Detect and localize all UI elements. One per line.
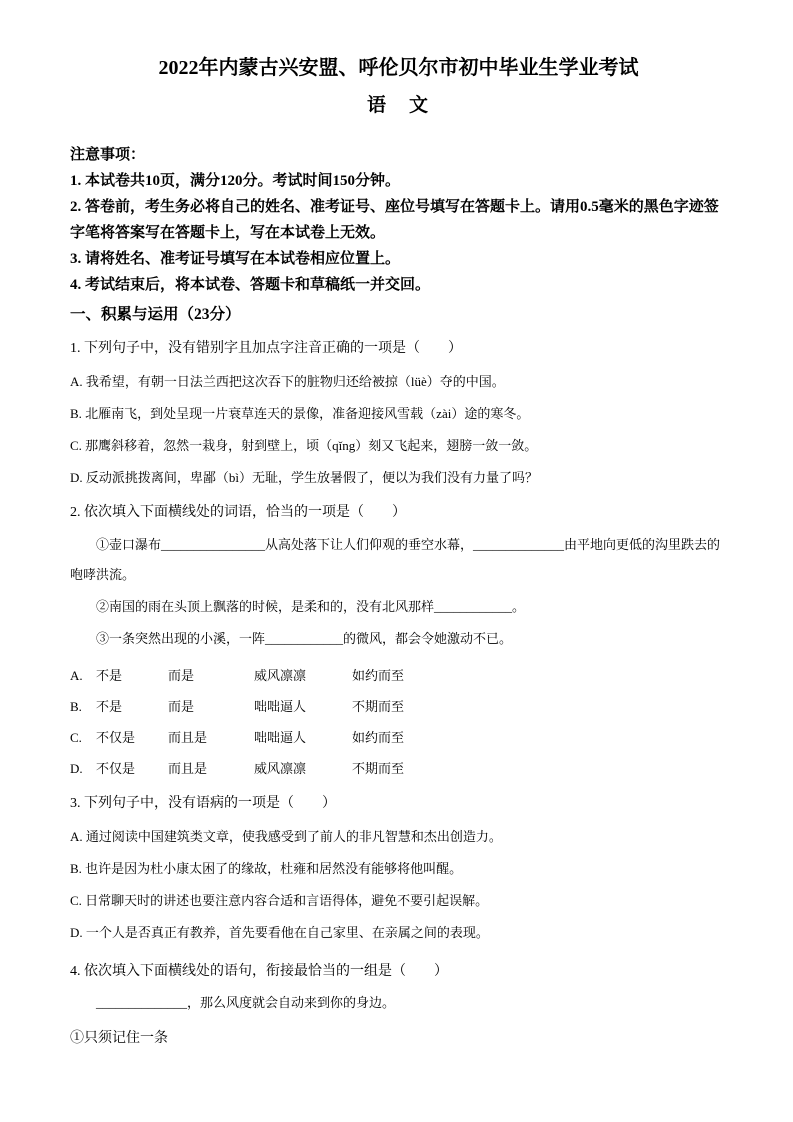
- option-word-2: 而且是: [168, 761, 208, 776]
- q3-option-a: A. 通过阅读中国建筑类文章，使我感受到了前人的非凡智慧和杰出创造力。: [70, 829, 502, 844]
- notice-item-1: 1. 本试卷共10页，满分120分。考试时间150分钟。: [70, 173, 401, 189]
- q3-option-b: B. 也许是因为杜小康太困了的缘故，杜雍和居然没有能够将他叫醒。: [70, 861, 463, 876]
- q2-option-d: [70, 759, 727, 779]
- notice-section: [70, 142, 727, 298]
- q3-stem: 3. 下列句子中，没有语病的一项是（ ）: [70, 796, 336, 811]
- option-word-4: 不期而至: [352, 761, 405, 776]
- q2-option-a: [70, 666, 727, 686]
- option-label: B.: [70, 699, 82, 714]
- option-word-2: 而是: [168, 668, 195, 683]
- q1-option-c: C. 那鹰斜移着，忽然一栽身，射到壁上，顷（qǐng）刻又飞起来，翅膀一敛一敛。: [70, 438, 538, 453]
- option-label: D.: [70, 761, 83, 776]
- notice-item-4: 4. 考试结束后，将本试卷、答题卡和草稿纸一并交回。: [70, 277, 431, 293]
- q2-option-c: [70, 728, 727, 748]
- q1-stem: 1. 下列句子中，没有错别字且加点字注音正确的一项是（ ）: [70, 341, 462, 356]
- option-label: C.: [70, 730, 82, 745]
- page-title: 2022年内蒙古兴安盟、呼伦贝尔市初中毕业生学业考试: [158, 57, 639, 79]
- q4-item-1: ①只须记住一条: [70, 1031, 168, 1046]
- question-1: [70, 338, 727, 488]
- q1-option-d: D. 反动派挑拨离间，卑鄙（bì）无耻，学生放暑假了，便以为我们没有力量了吗？: [70, 470, 539, 485]
- option-word-1: 不是: [96, 699, 123, 714]
- q2-item-3: ③一条突然出现的小溪，一阵____________的微风，都会令她激动不已。: [96, 631, 513, 646]
- question-3: [70, 793, 727, 943]
- option-word-4: 如约而至: [352, 668, 405, 683]
- option-word-1: 不是: [96, 668, 123, 683]
- question-2: [70, 502, 727, 779]
- q2-option-b: [70, 697, 727, 717]
- q3-option-c: C. 日常聊天时的讲述也要注意内容合适和言语得体，避免不要引起误解。: [70, 893, 489, 908]
- notice-item-2: 2. 答卷前，考生务必将自己的姓名、准考证号、座位号填写在答题卡上。请用0.5毫米的黑色字迹签字笔将答案写在答题卡上，写在本试卷上无效。: [70, 199, 719, 241]
- q4-blank-line: ______________，那么风度就会自动来到你的身边。: [96, 995, 396, 1010]
- option-word-1: 不仅是: [96, 761, 136, 776]
- option-label: A.: [70, 668, 83, 683]
- q2-item-1: ①壶口瀑布________________从高处落下让人们仰观的垂空水幕，______________由平地向更低的沟里跌去的咆哮洪流。: [70, 537, 721, 582]
- q2-item-2: ②南国的雨在头顶上飘落的时候，是柔和的，没有北风那样____________。: [96, 599, 526, 614]
- option-word-4: 如约而至: [352, 730, 405, 745]
- notice-item-3: 3. 请将姓名、准考证号填写在本试卷相应位置上。: [70, 251, 401, 267]
- section-heading: 一、积累与运用（23分）: [70, 306, 241, 323]
- option-word-3: 咄咄逼人: [254, 730, 307, 745]
- notice-heading: 注意事项：: [70, 147, 146, 163]
- option-word-3: 咄咄逼人: [254, 699, 307, 714]
- option-word-2: 而且是: [168, 730, 208, 745]
- q1-option-a: A. 我希望，有朝一日法兰西把这次吞下的脏物归还给被掠（lüè）夺的中国。: [70, 374, 505, 389]
- q3-option-d: D. 一个人是否真正有教养，首先要看他在自己家里、在亲属之间的表现。: [70, 925, 489, 940]
- q1-option-b: B. 北雁南飞，到处呈现一片衰草连天的景像，准备迎接风雪载（zài）途的寒冬。: [70, 406, 530, 421]
- option-word-1: 不仅是: [96, 730, 136, 745]
- q4-stem: 4. 依次填入下面横线处的语句，衔接最恰当的一组是（ ）: [70, 964, 448, 979]
- option-word-4: 不期而至: [352, 699, 405, 714]
- option-word-3: 威风凛凛: [254, 668, 307, 683]
- option-word-3: 威风凛凛: [254, 761, 307, 776]
- option-word-2: 而是: [168, 699, 195, 714]
- subject-title: 语 文: [366, 95, 430, 116]
- q2-stem: 2. 依次填入下面横线处的词语，恰当的一项是（ ）: [70, 505, 406, 520]
- question-4: [70, 961, 727, 1049]
